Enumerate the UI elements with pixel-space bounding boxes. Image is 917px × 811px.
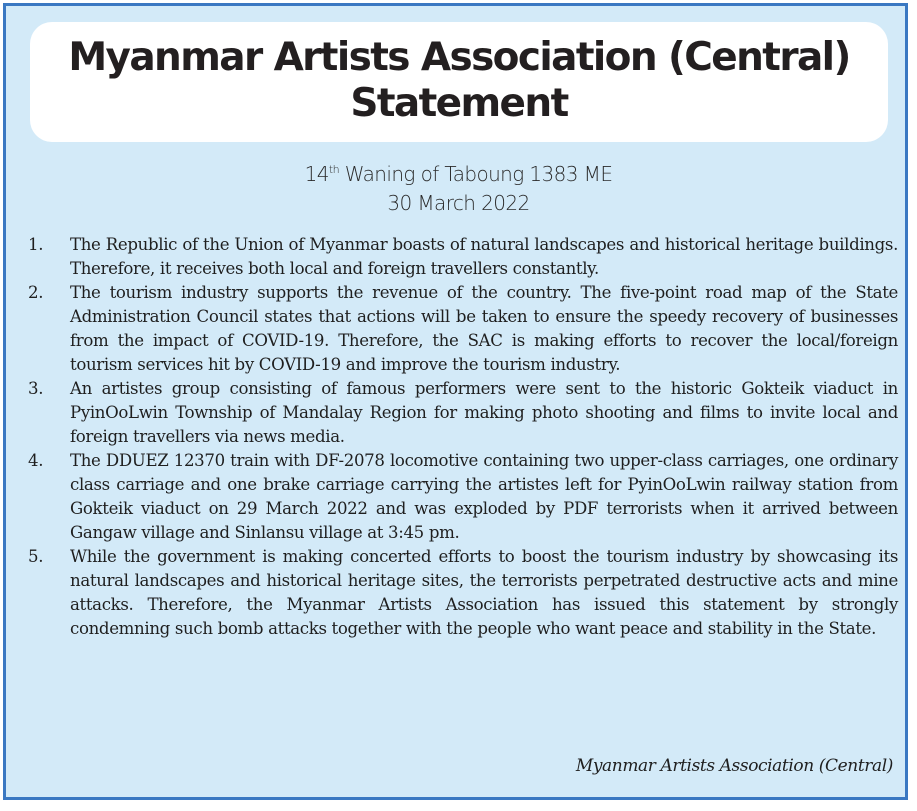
myanmar-date-rest: Waning of Taboung 1383 ME	[344, 162, 613, 186]
date-block	[0, 160, 917, 218]
statement-item	[28, 281, 898, 377]
page-subtitle: Statement	[350, 81, 568, 126]
gregorian-date: 30 March 2022	[387, 191, 530, 215]
myanmar-date	[0, 160, 917, 189]
item-number: 2.	[28, 283, 44, 302]
statement-items	[28, 233, 898, 641]
item-number: 4.	[28, 451, 44, 470]
myanmar-date-day: 14	[304, 162, 329, 186]
signature: Myanmar Artists Association (Central)	[575, 756, 893, 776]
myanmar-date-suffix: th	[328, 163, 339, 176]
item-text: An artistes group consisting of famous performers were sent to the historic Gokteik viaduct in PyinOoLwin Township of Mandalay Region for making photo shooting and films to invite local and foreign travellers via news media.	[70, 379, 898, 446]
item-text: The DDUEZ 12370 train with DF-2078 locomotive containing two upper-class carriages, one ordinary class carriage and one brake carriage carrying the artistes left for PyinOoLwin railway station from Gokteik viaduct on 29 March 2022 and was exploded by PDF terrorists when it arrived between Gangaw village and Sinlansu village at 3:45 pm.	[70, 451, 898, 542]
statement-item	[28, 377, 898, 449]
item-text: While the government is making concerted efforts to boost the tourism industry by showcasing its natural landscapes and historical heritage sites, the terrorists perpetrated destructive acts and mine attacks. Therefore, the Myanmar Artists Association has issued this statement by strongly condemning such bomb attacks together with the people who want peace and stability in the State.	[70, 547, 898, 638]
item-number: 5.	[28, 547, 44, 566]
statement-item	[28, 449, 898, 545]
statement-item	[28, 545, 898, 641]
item-text: The tourism industry supports the revenue of the country. The five-point road map of the State Administration Council states that actions will be taken to ensure the speedy recovery of businesses from the impact of COVID-19. Therefore, the SAC is making efforts to recover the local/foreign tourism services hit by COVID-19 and improve the tourism industry.	[70, 283, 898, 374]
item-number: 3.	[28, 379, 44, 398]
item-number: 1.	[28, 235, 44, 254]
statement-item	[28, 233, 898, 281]
item-text: The Republic of the Union of Myanmar boasts of natural landscapes and historical heritage buildings. Therefore, it receives both local and foreign travellers constantly.	[70, 235, 898, 278]
page-title: Myanmar Artists Association (Central)	[68, 35, 850, 80]
title-banner	[30, 22, 888, 142]
